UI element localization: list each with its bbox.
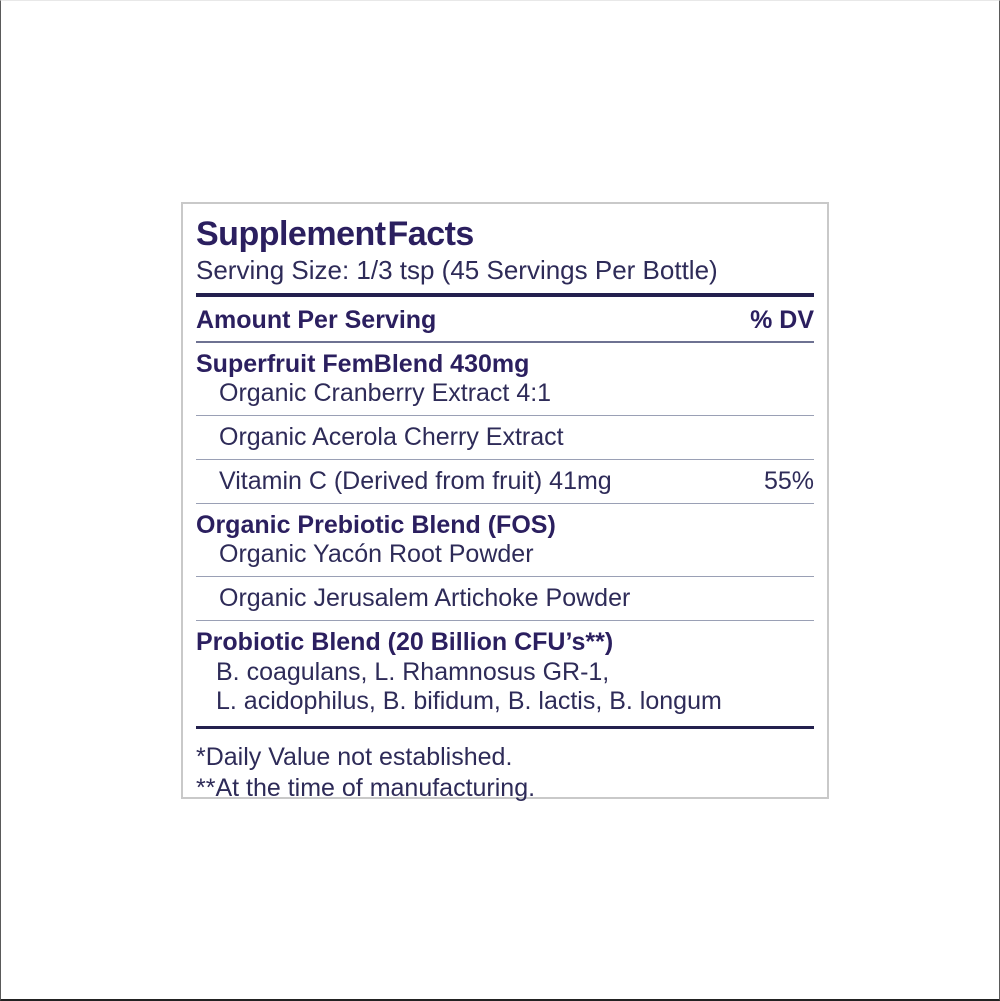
- supplement-facts-panel: [181, 202, 829, 802]
- ingredient-name: Organic Acerola Cherry Extract: [219, 423, 564, 451]
- footnotes: [196, 729, 814, 804]
- footnote-line: *Daily Value not established.: [196, 743, 513, 771]
- section: [196, 343, 814, 504]
- ingredient-row: [196, 539, 814, 577]
- ingredient-row: [196, 378, 814, 416]
- ingredient-name: Organic Yacón Root Powder: [219, 540, 534, 568]
- ingredient-row: [196, 416, 814, 460]
- serving-size-text: Serving Size: 1/3 tsp (45 Servings Per Bottle): [196, 255, 718, 285]
- section: [196, 621, 814, 716]
- section-header: Organic Prebiotic Blend (FOS): [196, 511, 556, 539]
- section-header: Probiotic Blend (20 Billion CFU’s**): [196, 628, 614, 656]
- species-line: B. coagulans, L. Rhamnosus GR-1,: [216, 658, 610, 686]
- percent-dv-header: % DV: [750, 306, 814, 334]
- supplement-facts-title: Supplement Facts: [196, 215, 474, 253]
- ingredient-row: [196, 577, 814, 621]
- ingredient-name: Vitamin C (Derived from fruit) 41mg: [219, 467, 612, 495]
- section: [196, 504, 814, 621]
- ingredient-dv-value: 55%: [763, 467, 814, 495]
- ingredient-sections: [196, 343, 814, 716]
- amount-per-serving-header: Amount Per Serving: [196, 306, 437, 334]
- ingredient-name: Organic Jerusalem Artichoke Powder: [219, 584, 631, 612]
- species-line: L. acidophilus, B. bifidum, B. lactis, B. longum: [216, 687, 722, 715]
- column-header-row: [196, 297, 814, 343]
- footnote-line: **At the time of manufacturing.: [196, 774, 536, 802]
- ingredient-row: [196, 460, 814, 504]
- ingredient-name: Organic Cranberry Extract 4:1: [219, 379, 552, 407]
- section-header: Superfruit FemBlend 430mg: [196, 350, 530, 378]
